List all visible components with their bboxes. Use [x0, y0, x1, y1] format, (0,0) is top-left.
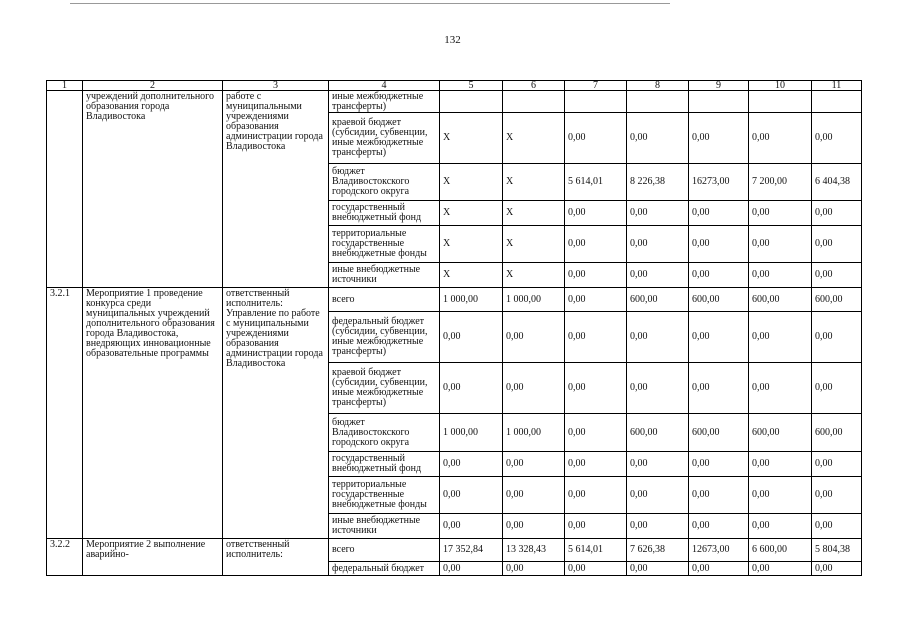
value-cell: X — [503, 113, 565, 164]
header-cell: 11 — [812, 81, 862, 91]
value-cell: 0,00 — [749, 201, 812, 226]
value-cell: 0,00 — [565, 113, 627, 164]
item-executor-cell: ответственный исполнитель: Управление по работе с муниципальными учреждениями образования администрации города Владивостока — [223, 288, 329, 539]
header-cell: 1 — [47, 81, 83, 91]
funding-source-cell: всего — [329, 288, 440, 312]
header-cell: 6 — [503, 81, 565, 91]
value-cell — [503, 91, 565, 113]
value-cell: 5 804,38 — [812, 539, 862, 562]
value-cell: 0,00 — [565, 312, 627, 363]
value-cell: 0,00 — [627, 514, 689, 539]
header-cell: 10 — [749, 81, 812, 91]
value-cell: 0,00 — [749, 263, 812, 288]
value-cell: 0,00 — [689, 312, 749, 363]
funding-source-cell: иные внебюджетные источники — [329, 514, 440, 539]
value-cell: 0,00 — [503, 562, 565, 576]
value-cell: 1 000,00 — [440, 414, 503, 452]
value-cell: 7 626,38 — [627, 539, 689, 562]
value-cell: 0,00 — [812, 562, 862, 576]
table-row — [47, 91, 862, 113]
item-code-cell: 3.2.1 — [47, 288, 83, 539]
value-cell: 600,00 — [749, 414, 812, 452]
value-cell: 0,00 — [749, 113, 812, 164]
value-cell: 0,00 — [689, 263, 749, 288]
value-cell: 6 600,00 — [749, 539, 812, 562]
funding-source-cell: государственный внебюджетный фонд — [329, 452, 440, 477]
header-cell: 7 — [565, 81, 627, 91]
header-cell: 4 — [329, 81, 440, 91]
value-cell: 0,00 — [440, 363, 503, 414]
value-cell: 0,00 — [627, 477, 689, 514]
table-row — [47, 288, 862, 312]
header-cell: 9 — [689, 81, 749, 91]
item-name-cell: Мероприятие 2 выполнение аварийно- — [83, 539, 223, 576]
value-cell: 0,00 — [565, 363, 627, 414]
value-cell: 0,00 — [689, 562, 749, 576]
value-cell: 0,00 — [689, 113, 749, 164]
value-cell: 0,00 — [565, 414, 627, 452]
header-cell: 3 — [223, 81, 329, 91]
value-cell: X — [440, 263, 503, 288]
item-code-cell — [47, 91, 83, 288]
value-cell: 0,00 — [812, 312, 862, 363]
value-cell: 12673,00 — [689, 539, 749, 562]
value-cell: 1 000,00 — [503, 288, 565, 312]
item-code-cell: 3.2.2 — [47, 539, 83, 576]
value-cell: 0,00 — [503, 363, 565, 414]
value-cell: 0,00 — [749, 312, 812, 363]
value-cell: 0,00 — [565, 288, 627, 312]
value-cell: 0,00 — [689, 201, 749, 226]
value-cell — [565, 91, 627, 113]
value-cell: 0,00 — [565, 263, 627, 288]
value-cell: 0,00 — [812, 363, 862, 414]
value-cell: 0,00 — [627, 363, 689, 414]
value-cell: 0,00 — [627, 452, 689, 477]
value-cell: X — [503, 226, 565, 263]
funding-source-cell: федеральный бюджет (субсидии, субвенции, иные межбюджетные трансферты) — [329, 312, 440, 363]
value-cell: X — [440, 201, 503, 226]
value-cell: 0,00 — [440, 452, 503, 477]
value-cell: 0,00 — [749, 477, 812, 514]
value-cell: 600,00 — [812, 288, 862, 312]
value-cell — [812, 91, 862, 113]
value-cell: 0,00 — [812, 452, 862, 477]
funding-source-cell: всего — [329, 539, 440, 562]
item-name-cell: учреждений дополнительного образования города Владивостока — [83, 91, 223, 288]
value-cell: 0,00 — [812, 113, 862, 164]
value-cell — [749, 91, 812, 113]
value-cell: 0,00 — [565, 452, 627, 477]
value-cell: 0,00 — [440, 477, 503, 514]
value-cell: X — [440, 113, 503, 164]
value-cell: 0,00 — [565, 562, 627, 576]
item-executor-cell: ответственный исполнитель: — [223, 539, 329, 576]
value-cell: 16273,00 — [689, 164, 749, 201]
funding-source-cell: иные межбюджетные трансферты) — [329, 91, 440, 113]
value-cell: X — [440, 164, 503, 201]
header-cell: 8 — [627, 81, 689, 91]
value-cell: 0,00 — [565, 514, 627, 539]
value-cell: 600,00 — [812, 414, 862, 452]
value-cell: 0,00 — [503, 312, 565, 363]
value-cell: 0,00 — [627, 113, 689, 164]
value-cell: 0,00 — [627, 562, 689, 576]
value-cell: 0,00 — [503, 477, 565, 514]
value-cell: 0,00 — [627, 312, 689, 363]
funding-source-cell: территориальные государственные внебюджетные фонды — [329, 477, 440, 514]
value-cell: 8 226,38 — [627, 164, 689, 201]
funding-source-cell: бюджет Владивостокского городского округа — [329, 414, 440, 452]
value-cell: 0,00 — [812, 514, 862, 539]
value-cell: 1 000,00 — [440, 288, 503, 312]
funding-source-cell: краевой бюджет (субсидии, субвенции, иные межбюджетные трансферты) — [329, 113, 440, 164]
value-cell: 0,00 — [503, 452, 565, 477]
value-cell: 0,00 — [689, 514, 749, 539]
value-cell: 0,00 — [749, 226, 812, 263]
value-cell: X — [503, 164, 565, 201]
header-row — [47, 81, 862, 91]
value-cell: 0,00 — [749, 514, 812, 539]
value-cell: 0,00 — [627, 226, 689, 263]
value-cell: 0,00 — [440, 514, 503, 539]
value-cell: 600,00 — [627, 288, 689, 312]
value-cell: 0,00 — [812, 263, 862, 288]
value-cell: 0,00 — [689, 226, 749, 263]
value-cell — [440, 91, 503, 113]
value-cell: 0,00 — [440, 562, 503, 576]
value-cell: 600,00 — [749, 288, 812, 312]
item-executor-cell: работе с муниципальными учреждениями образования администрации города Владивостока — [223, 91, 329, 288]
value-cell: 6 404,38 — [812, 164, 862, 201]
value-cell: 0,00 — [749, 363, 812, 414]
value-cell: 1 000,00 — [503, 414, 565, 452]
header-cell: 5 — [440, 81, 503, 91]
value-cell: 17 352,84 — [440, 539, 503, 562]
funding-source-cell: бюджет Владивостокского городского округа — [329, 164, 440, 201]
value-cell: 0,00 — [565, 201, 627, 226]
value-cell: 0,00 — [689, 363, 749, 414]
value-cell: 0,00 — [627, 201, 689, 226]
value-cell: 600,00 — [689, 414, 749, 452]
budget-table — [46, 80, 862, 576]
value-cell: 0,00 — [749, 452, 812, 477]
value-cell: 0,00 — [627, 263, 689, 288]
value-cell: 600,00 — [689, 288, 749, 312]
value-cell: 7 200,00 — [749, 164, 812, 201]
page-number: 132 — [444, 34, 461, 46]
value-cell: X — [503, 201, 565, 226]
value-cell: 0,00 — [749, 562, 812, 576]
funding-source-cell: краевой бюджет (субсидии, субвенции, иные межбюджетные трансферты) — [329, 363, 440, 414]
item-name-cell: Мероприятие 1 проведение конкурса среди муниципальных учреждений дополнительного образования города Владивостока, внедряющих инновационные образовательные программы — [83, 288, 223, 539]
funding-source-cell: территориальные государственные внебюджетные фонды — [329, 226, 440, 263]
table-row — [47, 539, 862, 562]
value-cell: 0,00 — [689, 452, 749, 477]
funding-source-cell: государственный внебюджетный фонд — [329, 201, 440, 226]
value-cell: 0,00 — [812, 226, 862, 263]
value-cell — [689, 91, 749, 113]
value-cell: 5 614,01 — [565, 164, 627, 201]
value-cell: 5 614,01 — [565, 539, 627, 562]
value-cell: 13 328,43 — [503, 539, 565, 562]
value-cell: 0,00 — [812, 477, 862, 514]
funding-source-cell: федеральный бюджет — [329, 562, 440, 576]
value-cell: 0,00 — [565, 226, 627, 263]
value-cell: 0,00 — [565, 477, 627, 514]
value-cell: 0,00 — [812, 201, 862, 226]
value-cell — [627, 91, 689, 113]
value-cell: X — [503, 263, 565, 288]
funding-source-cell: иные внебюджетные источники — [329, 263, 440, 288]
value-cell: 600,00 — [627, 414, 689, 452]
value-cell: 0,00 — [689, 477, 749, 514]
value-cell: 0,00 — [440, 312, 503, 363]
value-cell: X — [440, 226, 503, 263]
header-cell: 2 — [83, 81, 223, 91]
page-top-rule — [70, 3, 670, 4]
value-cell: 0,00 — [503, 514, 565, 539]
